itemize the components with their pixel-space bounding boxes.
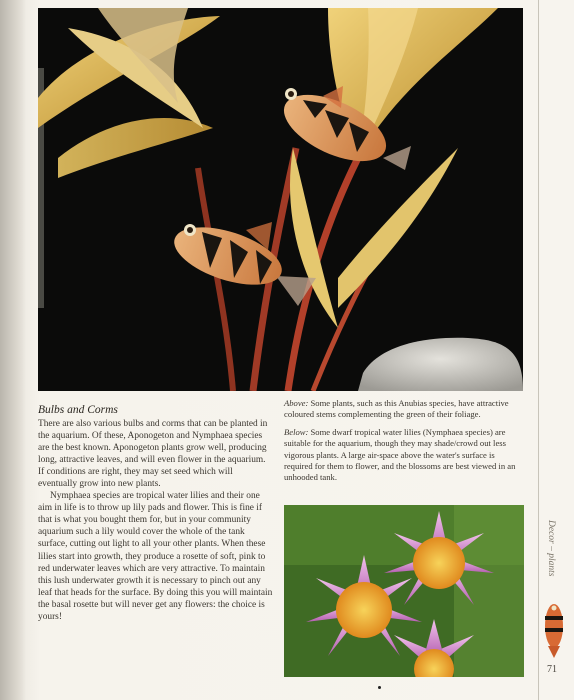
caption-below-text: Some dwarf tropical water lilies (Nymphaea species) are suitable for the aquarium, though they may shade/crowd out less vigorous plants. A large air-space above the water's surface is required for them to flower, and the blossoms are best viewed in an unhooded tank. (284, 426, 516, 483)
barb-fish-icon (540, 598, 568, 658)
article-paragraph-2: Nymphaea species are tropical water lilies and their one aim in life is to throw up lily pads and flower. This is fine if that is what you bought them for, but in your community aquarium such a lily would cover the whole of the tank surface, cutting out light to all your other plants. When these lilies start into growth, they produce a rosette of soft, pink to red underwater leaves which are very attractive. To maintain this lush underwater growth it is necessary to pinch out any leaf that heads for the surface. By doing this you will maintain the basal rosette but will never get any flowers: the choice is yours! (38, 491, 273, 622)
photo-captions (284, 398, 524, 490)
caption-above-lead: Above: (284, 398, 309, 408)
photo-barbs-anubias-illustration (38, 8, 523, 391)
caption-above (284, 398, 524, 421)
page-number: 71 (547, 664, 557, 675)
article-paragraph-1: There are also various bulbs and corms that can be planted in the aquarium. Of these, Aponogeton and Nymphaea species are the best known. Aponogeton plants grow well, producing long, attractive leaves, and will even flower in the aquarium. If conditions are right, they may set seed which will eventually grow into new plants. (38, 419, 268, 490)
caption-below (284, 427, 524, 484)
photo-barbs-anubias (38, 8, 523, 391)
article-body (38, 418, 274, 623)
photo-water-lilies (284, 505, 524, 677)
caption-above-text: Some plants, such as this Anubias species, have attractive coloured stems complementing the green of their foliage. (284, 398, 509, 420)
caption-below-lead: Below: (284, 426, 309, 437)
gutter-shadow (0, 0, 26, 700)
section-label: Decor – plants (546, 520, 556, 577)
section-side-tab (538, 0, 574, 700)
page-mark (378, 686, 381, 689)
photo-water-lilies-illustration (284, 505, 524, 677)
article-heading: Bulbs and Corms (38, 404, 118, 416)
